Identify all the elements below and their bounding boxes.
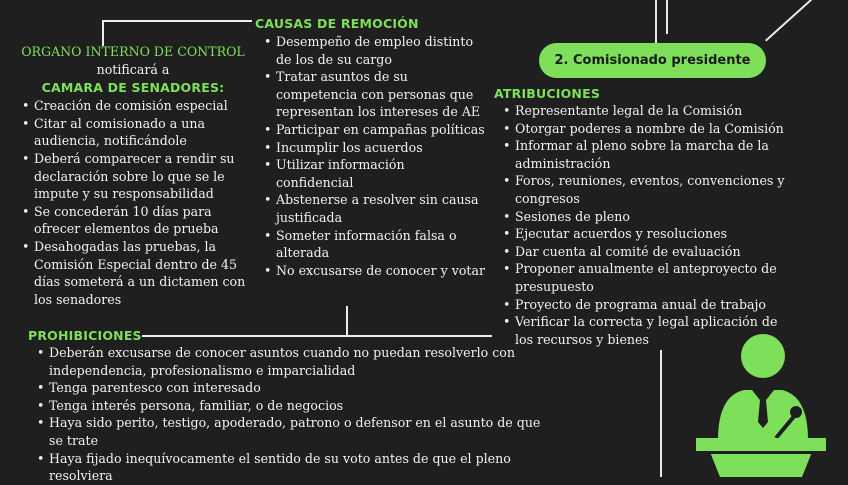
causas-title: CAUSAS DE REMOCIÓN (255, 16, 419, 31)
list-item: • No excusarse de conocer y votar (262, 262, 485, 280)
list-item: • Desempeño de empleo distinto de los de su cargo (262, 33, 485, 68)
atribuciones-section (494, 86, 794, 348)
organo-section (20, 43, 250, 308)
list-item: • Participar en campañas políticas (262, 121, 485, 139)
list-item: • Otorgar poderes a nombre de la Comisión (501, 120, 794, 138)
list-item: • Incumplir los acuerdos (262, 139, 485, 157)
list-item: • Sesiones de pleno (501, 208, 794, 226)
atribuciones-title: ATRIBUCIONES (494, 86, 601, 101)
list-item: • Citar al comisionado a una audiencia, notificándole (20, 115, 250, 150)
connector-line-top (102, 20, 252, 22)
list-item: • Tenga interés persona, familiar, o de negocios (35, 397, 558, 415)
list-item: • Foros, reuniones, eventos, convenciones y congresos (501, 172, 794, 207)
list-item: • Someter información falsa o alterada (262, 227, 485, 262)
list-item: • Deberá comparecer a rendir su declaración sobre lo que se le impute y su responsabilidad (20, 150, 250, 203)
list-item: • Representante legal de la Comisión (501, 102, 794, 120)
list-item: • Abstenerse a resolver sin causa justificada (262, 191, 485, 226)
prohibiciones-section (28, 328, 558, 485)
list-item: • Dar cuenta al comité de evaluación (501, 243, 794, 261)
organo-list (20, 97, 250, 308)
list-item: • Creación de comisión especial (20, 97, 250, 115)
list-item: • Proyecto de programa anual de trabajo (501, 296, 794, 314)
organo-line3: CAMARA DE SENADORES: (41, 80, 225, 96)
prohibiciones-list (35, 344, 558, 485)
comisionado-badge (539, 43, 766, 78)
comisionado-badge-label: 2. Comisionado presidente (554, 53, 751, 68)
organo-line1: ORGANO INTERNO DE CONTROL (21, 44, 245, 59)
list-item: • Proponer anualmente el anteproyecto de presupuesto (501, 260, 794, 295)
list-item: • Ejecutar acuerdos y resoluciones (501, 225, 794, 243)
speaker-at-podium-icon (696, 330, 826, 477)
decorative-line-top-right (655, 0, 657, 47)
list-item: • Haya sido perito, testigo, apoderado, patrono o defensor en el asunto de que se trate (35, 414, 558, 449)
prohibiciones-title: PROHIBICIONES (28, 328, 142, 343)
list-item: • Deberán excusarse de conocer asuntos cuando no puedan resolverlo con independencia, profesionalismo e imparcialidad (35, 344, 519, 379)
list-item: • Informar al pleno sobre la marcha de la administración (501, 137, 794, 172)
list-item: • Se concederán 10 días para ofrecer elementos de prueba (20, 203, 250, 238)
list-item: • Verificar la correcta y legal aplicación de los recursos y bienes (501, 313, 794, 348)
organo-line2: notificará a (96, 61, 170, 77)
list-item: • Desahogadas las pruebas, la Comisión Especial dentro de 45 días someterá a un dictamen con los senadores (20, 238, 250, 308)
decorative-line-top-right-2 (666, 0, 668, 34)
list-item: • Tratar asuntos de su competencia con personas que representan los intereses de AE (262, 68, 485, 121)
causas-list (262, 33, 485, 279)
causas-section (255, 16, 485, 279)
atribuciones-list (501, 102, 794, 348)
decorative-line-diagonal (765, 0, 848, 41)
decorative-line-bottom-left (660, 350, 662, 477)
list-item: • Haya fijado inequívocamente el sentido de su voto antes de que el pleno resolviera (35, 450, 558, 485)
list-item: • Utilizar información confidencial (262, 156, 485, 191)
list-item: • Tenga parentesco con interesado (35, 379, 558, 397)
